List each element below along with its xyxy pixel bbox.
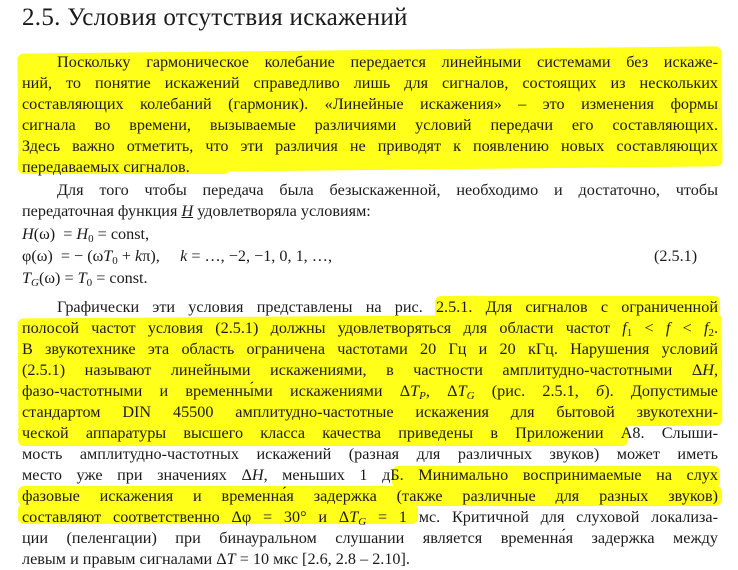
section-title: Условия отсутствия искажений <box>67 4 408 31</box>
p1-line-4: сигнала во времени, вызываемые различиями условий передачи его составляющих. <box>22 116 718 134</box>
p3-line-8: мость амплитудно-частотных искажений (разная для различных звуков) может иметь <box>22 445 718 463</box>
p3-line-4: (2.5.1) называют линейными искажениями, в частности амплитудно-частотными ΔH, <box>22 361 718 379</box>
p3-line-3: В звукотехнике эта область ограничена частотами 20 Гц и 20 кГц. Нарушения условий <box>22 340 718 358</box>
p3-line-1: Графически эти условия представлены на рис. 2.5.1. Для сигналов с ограниченной <box>57 298 718 316</box>
p1-line-5: Здесь важно отметить, что эти различия не приводят к появлению новых составляющих <box>22 137 718 155</box>
p1-line-6: передаваемых сигналов. <box>22 158 190 176</box>
p3-line-6: стандартом DIN 45500 амплитудно-частотные искажения для бытовой звукотехни- <box>22 403 718 421</box>
p3-line-11: составляют соответственно Δφ = 30° и $\Delta T_G = 1$ мс. Критичной для слуховой локализа- <box>22 508 719 528</box>
transfer-function-symbol: H <box>181 202 194 220</box>
section-number: 2.5. <box>22 4 61 31</box>
p1-line-2: ний, то понятие искажений справедливо лишь для сигналов, состоящих из нескольких <box>22 74 718 92</box>
p3-line-12: ции (пеленгации) при бинауральном слушании является временна́я задержка между <box>22 529 718 547</box>
p3-line-2: полосой частот условия (2.5.1) должны удовлетворяться для области частот $f_1 < f < f_2$. <box>22 319 718 339</box>
p3-line-9: место уже при значениях ΔH, меньших 1 дБ. Минимально воспринимаемые на слух <box>22 466 719 484</box>
section-heading <box>22 4 408 32</box>
p2-line-1: Для того чтобы передача была безыскаженной, необходимо и достаточно, чтобы <box>57 181 718 199</box>
p3-line-10: фазовые искажения и временна́я задержка (также различные для разных звуков) <box>22 487 718 505</box>
p2-line-2: передаточная функция H удовлетворяла условиям: <box>22 202 371 220</box>
equation-number: (2.5.1) <box>654 247 698 265</box>
p3-line-5: фазо-частотными и временны́ми искажениями $\Delta T_P$, $\Delta T_G$ (рис. 2.5.1, б). Допустимые <box>22 382 718 402</box>
p1-line-3: составляющих колебаний (гармоник). «Линейные искажения» – это изменения формы <box>22 95 718 113</box>
p1-line-1: Поскольку гармоническое колебание передается линейными системами без искаже- <box>57 53 718 71</box>
p3-line-7: ческой аппаратуры высшего класса качества приведены в Приложении А8. Слыши- <box>22 424 718 442</box>
equation-1: $H(\omega) = H_0$ = const, <box>22 225 150 245</box>
equation-3: $T_G(\omega) = T_0$ = const. <box>22 269 148 289</box>
p3-line-13: левым и правым сигналами ΔT = 10 мкс [2.6, 2.8 – 2.10]. <box>22 550 410 568</box>
equation-2: φ(ω) = − $(\omega T_0 + k\pi)$, k = …, −2, −1, 0, 1, …, <box>22 247 333 267</box>
